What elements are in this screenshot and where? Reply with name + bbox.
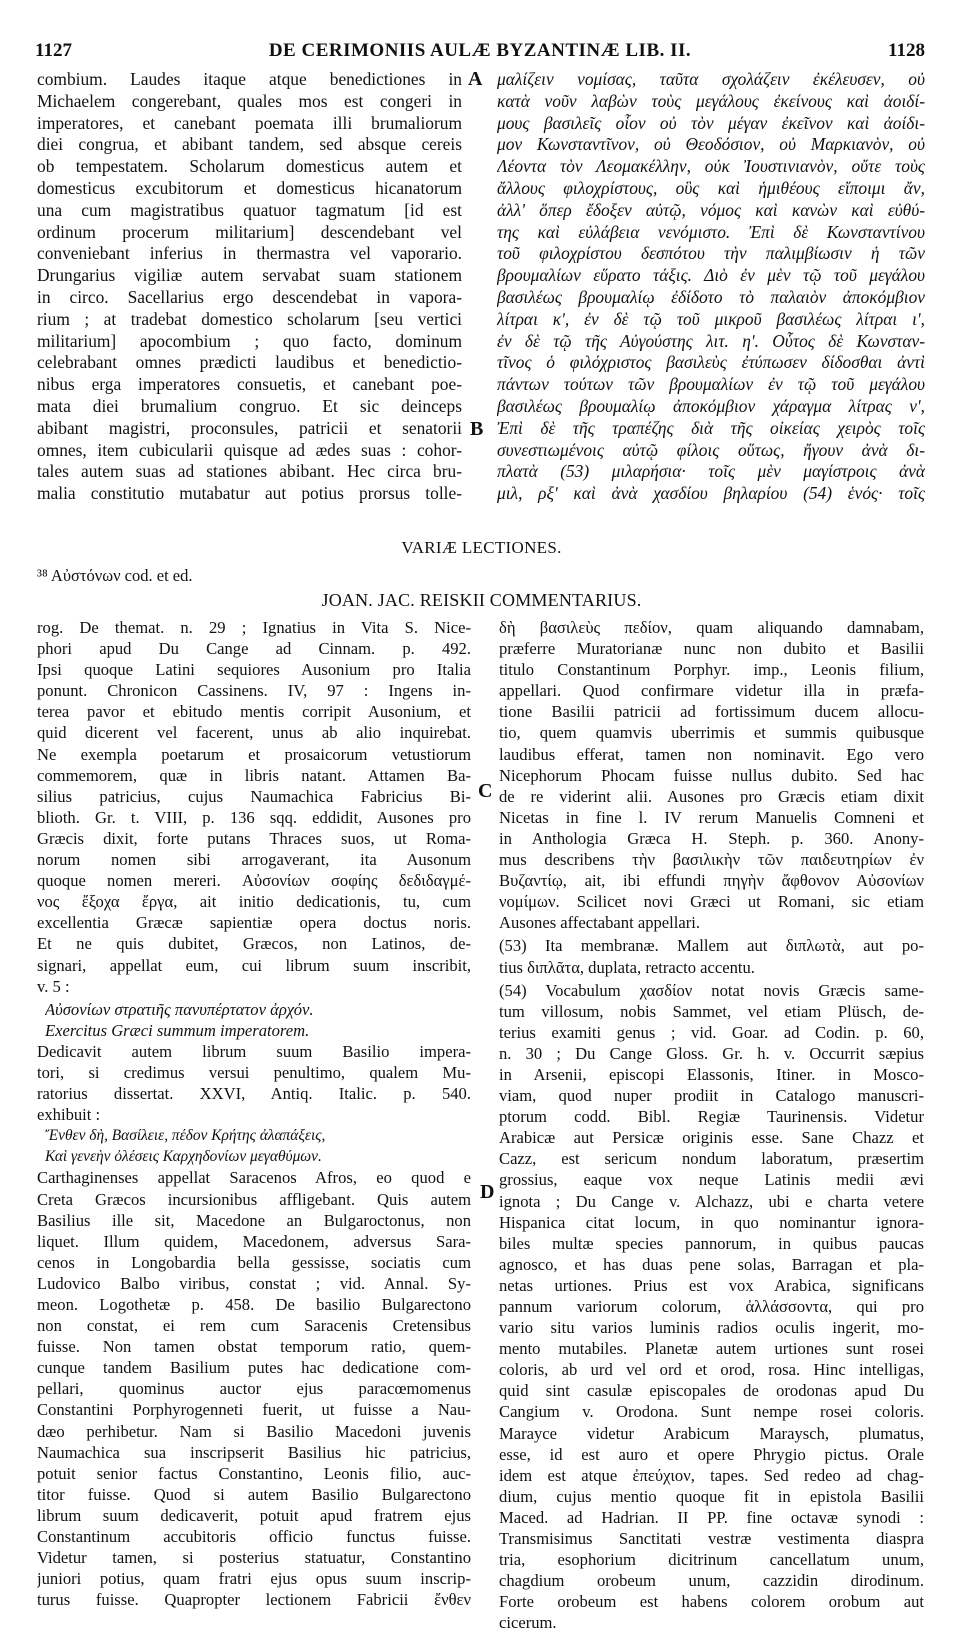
greek-text-line: μαλίζειν νομίσας, ταῦτα σχολάζειν ἐκέλευσεν, οὐ	[497, 69, 925, 89]
latin-text-line: tales autem suas ad stationes abibant. Hec circa bru-	[37, 461, 462, 482]
commentary-line: tori, si credimus versui penultimo, qualem Mu-	[37, 1062, 471, 1082]
note-line: viam, quod nuper prodiit in Catalogo manuscri-	[499, 1086, 924, 1106]
greek-text-line: ἐν δὲ τῷ τῆς Αὐγούστης λιτ. ηʹ. Οὗτος δὲ Κωνσταν-	[497, 330, 925, 351]
greek-text-line: ἀλλ' ὅπερ ἔδοξεν αὐτῷ, νόμος καὶ κανὼν καὶ εὐθύ-	[497, 199, 925, 220]
commentary-line: commemorem, quæ in libris natant. Attamen Ba-	[37, 765, 471, 785]
commentary-line: de re viderint alii. Ausones pro Græcis etiam dixit	[499, 786, 924, 806]
verse-quote-line: Ἔνθεν δὴ, Βασίλειε, πέδον Κρήτης ἀλαπάξεις,	[45, 1127, 326, 1145]
commentary-line: Ipsi quoque Latini sequiores Ausonium pro Italia	[37, 660, 471, 680]
note-line: tius διπλᾶτα, duplata, retracto accentu.	[499, 957, 755, 977]
latin-text-line: militarium] apocombium ; quo facto, dominum	[37, 330, 462, 351]
commentary-line: mus describens τὴν βασιλικὴν τῶν παιδευτηρίων ἐν	[499, 850, 924, 870]
commentary-line: dæo perhibetur. Nam si Basilio Macedoni juvenis	[37, 1421, 471, 1441]
greek-text-line: μον Κωνσταντῖνον, οὐ Θεοδόσιον, οὐ Μαρκιανὸν, οὐ	[497, 134, 925, 155]
commentary-left-column	[37, 617, 471, 1610]
latin-text-line: imperatores, et canebant poemata illi brumaliorum	[37, 112, 462, 133]
note-line: grossius, eaque vox neque Latinis medii ævi	[499, 1170, 924, 1190]
commentary-line: Constantinum accubitoris officio functus fuisse.	[37, 1527, 471, 1547]
greek-text-line: της καὶ εὐλάβεια νενόμιστο. Ἐπὶ δὲ Κωνσταντίνου	[497, 221, 925, 242]
commentary-line: Et ne quis dubitet, Græcos, non Latinos, de-	[37, 934, 471, 954]
greek-text-line: μιλ, ρξʹ καὶ ἀνὰ χασδίου βηλαρίου (54) ἑνός· τοῖς	[497, 483, 925, 504]
commentary-line: quoque nomen mereri. Αὐσονίων σοφίης δεδιδαγμέ-	[37, 871, 471, 891]
commentary-line: titor fuisse. Quod si autem Basilio Bulgarectono	[37, 1484, 471, 1504]
greek-text-line: βασιλέως βρουμαλίῳ ἐδίδοτο τὸ παλαιὸν ἀποκόμβιον	[497, 286, 925, 307]
note-line: Cangium v. Orodona. Sunt nempe rosei coloris.	[499, 1402, 924, 1422]
commentary-line: titulo Constantinum Porphyr. imp., Leonis filium,	[499, 660, 924, 680]
note-line: tum villosum, nobis Sammet, vel etiam Plüsch, de-	[499, 1001, 924, 1021]
commentary-line: δὴ βασιλεὺς πεδίον, quam aliquando damnabam,	[499, 618, 924, 637]
note-line: vario situ varios luminis radios oculis ingerit, mo-	[499, 1318, 924, 1338]
greek-text-line: μους βασιλεῖς οἷον οὐ τὸν μέγαν ἐκεῖνον καὶ ἀοίδι-	[497, 112, 925, 133]
commentary-line: non constat, ei rem cum Saracenis Cretensibus	[37, 1316, 471, 1336]
margin-letter-a: A	[468, 68, 483, 90]
commentary-line: νομίμων. Scilicet novi Græci ut Romani, sic etiam	[499, 892, 924, 912]
commentary-line: librum suum dedicaverit, potuit apud fratrem ejus	[37, 1505, 471, 1525]
note-line: esse, id est auro et opere Phrygio pictus. Orale	[499, 1444, 924, 1464]
note-line: biles multæ species pannorum, in quibus paucas	[499, 1233, 924, 1253]
greek-text-line: λίτραι κʹ, ἐν δὲ τῷ τοῦ μικροῦ βασιλέως λίτραι ιʹ,	[497, 308, 925, 329]
commentary-line: Ausones affectabant appellari.	[499, 913, 701, 933]
commentary-line: tione Basilii patricii ad fortissimum ducem allocu-	[499, 702, 924, 722]
note-line: chagdium orobeum unum, cazzidin dirodinum.	[499, 1571, 924, 1591]
commentary-line: excellentia Græcæ sapientiæ opera doctus noris.	[37, 913, 471, 933]
commentary-line: blioth. Gr. t. VIII, p. 136 sqq. eddidit, Ausones pro	[37, 807, 471, 827]
commentary-line: pellari, quominus auctor ejus paracœmomenus	[37, 1379, 471, 1399]
note-line: n. 30 ; Du Cange Gloss. Gr. h. v. Occurrit sæpius	[499, 1043, 924, 1063]
commentary-line: meon. Logothetæ p. 458. De basilio Bulgarectono	[37, 1295, 471, 1314]
note-line: in Arsenii, episcopi Elassonis, Itiner. in Mosco-	[499, 1064, 924, 1084]
latin-text-line: omnes, item cubicularii quisque ad ædes suas : cohor-	[37, 439, 462, 460]
latin-text-line: diei congrua, et abibant tandem, sed absque cereis	[37, 134, 462, 155]
running-title: DE CERIMONIIS AULÆ BYZANTINÆ LIB. II.	[268, 40, 692, 61]
commentary-line: cenos in Longobardia bella gessisse, sociatis cum	[37, 1252, 471, 1272]
commentary-line: liquet. Illum quidem, Macedonem, adversus Sara-	[37, 1231, 471, 1251]
commentary-right-column	[499, 617, 924, 1634]
greek-text-line: τῖνος ὁ φιλόχριστος βασιλεὺς ἐτύπωσεν δίδοσθαι ἀντὶ	[497, 352, 925, 373]
variae-note: ³⁸ Αὐστόνων cod. et ed.	[37, 566, 193, 585]
commentary-line: Creta Græcos incursionibus affligebant. Quis autem	[37, 1189, 471, 1209]
latin-text-line: combium. Laudes itaque atque benedictiones in	[37, 69, 462, 89]
note-line: terius examiti genus ; vid. Goar. ad Codin. p. 60,	[499, 1022, 924, 1042]
commentary-line: Ludovico Balbo viribus, constat ; vid. Annal. Sy-	[37, 1273, 471, 1293]
commentary-line: rog. De themat. n. 29 ; Ignatius in Vita S. Nice-	[37, 618, 471, 637]
note-line: Transmisimus Sanctitati vestræ vestimenta diaspra	[499, 1529, 924, 1549]
commentary-line: terea pavor et ebitudo mentis corripit Ausonium, et	[37, 702, 471, 722]
running-header	[35, 40, 925, 64]
greek-text-line: βασιλέως βρουμαλίῳ ἀποκόμβιον χάραγμα λίτρας νʹ,	[497, 395, 925, 416]
commentary-line: juniori potius, quam fratri ejus opus suum inscrip-	[37, 1569, 471, 1589]
greek-text-line: κατὰ νοῦν λαβὼν τοὺς μεγάλους ἐκείνους καὶ ἀοιδί-	[497, 90, 925, 111]
commentary-line: Βυζαντίῳ, ait, ibi effundi πηγὴν ἄφθονον Αὐσονίων	[499, 871, 924, 891]
note-line: ptorum codd. Bibl. Regiæ Taurinensis. Videtur	[499, 1107, 924, 1127]
greek-text-line: συνεστιωμένοις αὐτῷ φίλοις οὕτως, ἤγουν ἀνὰ δι-	[497, 439, 925, 460]
latin-text-line: ordinum procerum militarium] descendebant vel	[37, 221, 462, 242]
greek-text-line: πλατὰ (53) μιλαρήσια· τοῖς μὲν μαγίστροις ἀνὰ	[497, 461, 925, 482]
latin-text-line: celebrabant omnes prædicti laudibus et benedictio-	[37, 352, 462, 373]
commentary-line: turus fuisse. Quapropter lectionem Fabricii ἔνθεν	[37, 1590, 471, 1610]
commentary-line: v. 5 :	[37, 976, 70, 996]
note-line: coloris, ab urd vel ord et orod, rosa. Hinc intelligas,	[499, 1360, 924, 1380]
margin-letter-d: D	[480, 1181, 495, 1203]
verse-quote-line: Exercitus Græci summum imperatorem.	[45, 1020, 310, 1040]
latin-text-line: ob tempestatem. Scholarum domesticus autem et	[37, 156, 462, 177]
commentary-line: laudibus efferat, tamen non nominavit. Ego vero	[499, 744, 924, 764]
note-line: (53) Ita membranæ. Mallem aut διπλωτὰ, aut po-	[499, 936, 924, 956]
greek-text-column	[497, 69, 925, 505]
latin-text-line: mata diei brumalium congruo. Et sic deinceps	[37, 395, 462, 416]
commentary-line: Videtur tamen, si posterius statuatur, Constantino	[37, 1548, 471, 1568]
commentary-line: Græcis dixit, forte putans Thraces suos, ut Roma-	[37, 828, 471, 848]
note-line: Cazz, est sericum nondum laboratum, præsertim	[499, 1149, 924, 1169]
note-line: netas urtiones. Prius est vox Arabica, significans	[499, 1275, 924, 1295]
commentary-line: silius patricius, cujus Naumachica Fabricius Bi-	[37, 786, 471, 806]
commentary-line: Constantini Porphyrogenneti fuerit, ut fuisse a Nau-	[37, 1400, 471, 1420]
note-line: dium, cujus mentio quoque fit in epistola Basilii	[499, 1486, 924, 1506]
note-line: pannum variorum colorum, ἀλλάσσοντα, qui pro	[499, 1297, 924, 1316]
greek-text-line: Ἐπὶ δὲ τῆς τραπέζης διὰ τῆς οἰκείας χειρὸς τοῖς	[497, 417, 925, 438]
commentary-line: Basilius ille sit, Macedone an Bulgaroctonus, non	[37, 1210, 471, 1230]
commentary-line: Nicephorum Phocam fuisse nullus dubito. Sed hac	[499, 765, 924, 785]
commentary-line: tio, quem quamvis uberrimis et summis quibusque	[499, 723, 924, 743]
commentary-line: Ne exempla poetarum et prosaicorum vetustiorum	[37, 744, 471, 764]
greek-text-line: βρουμαλίων εὕρατο τάξις. Διὸ ἐν μὲν τῷ τοῦ μεγάλου	[497, 265, 925, 286]
commentary-line: exhibuit :	[37, 1105, 101, 1125]
note-line: Forte orobeum est habens colorem orobum aut	[499, 1592, 924, 1612]
greek-text-line: Λέοντα τὸν Λεομακέλλην, οὐκ Ἰουστινιανὸν, οὔτε τοὺς	[497, 156, 925, 177]
note-line: (54) Vocabulum χασδίον notat novis Græcis same-	[499, 980, 924, 1000]
latin-text-line: Drungarius vigiliæ autem servabat suam stationem	[37, 265, 462, 286]
commentary-line: Nicetas in fine l. IV rerum Manuelis Comneni et	[499, 807, 924, 827]
latin-text-line: malia constitutio mutabatur aut potius prorsus tolle-	[37, 483, 462, 504]
note-line: agnosco, et has duas pene solas, Barragan et pla-	[499, 1254, 924, 1274]
note-line: Marayce videtur Arabicum Maraysch, plumatus,	[499, 1423, 924, 1443]
note-line: idem est atque ἐπεύχιον, tapes. Sed redeo ad chag-	[499, 1465, 924, 1485]
margin-letter-c: C	[478, 780, 493, 802]
latin-text-line: conveniebant inferius in thermastra vel vaporario.	[37, 243, 462, 264]
commentary-line: ponunt. Chronicon Cassinens. IV, 97 : Ingens in-	[37, 681, 471, 701]
note-line: Hispanica citat locum, in quo nominantur ignora-	[499, 1212, 924, 1232]
greek-text-line: τοῦ φιλοχρίστου δεσπότου τὴν παλιμβίωσιν ἡ τῶν	[497, 243, 925, 264]
greek-text-line: ἄλλους φιλοχρίστους, οὓς καὶ ἡμιθέους εἴποιμι ἄν,	[497, 177, 925, 198]
latin-text-column	[37, 69, 462, 505]
latin-text-line: domesticus excubitorum et domesticus hicanatorum	[37, 177, 462, 198]
commentary-line: ratorius dissertat. XXVI, Antiq. Italic. p. 540.	[37, 1084, 471, 1104]
commentary-line: norum nomen sibi arrogaverant, ita Ausonum	[37, 850, 471, 870]
latin-text-line: rium ; at tradebat domestico scholarum [seu vertici	[37, 308, 462, 329]
commentary-line: phori apud Du Cange ad Cinnam. p. 492.	[37, 639, 471, 659]
commentary-line: Naumachica sua inscripserit Basilius hic patricius,	[37, 1442, 471, 1462]
commentary-line: cunque tandem Basilium putes hac dedicatione com-	[37, 1358, 471, 1378]
commentary-line: νος ἔξοχα ἔργα, ait initio dedicationis, tu, cum	[37, 892, 471, 912]
note-line: mento mutabiles. Planetæ autem urtiones sunt rosei	[499, 1339, 924, 1359]
latin-text-line: una cum magistratibus quatuor tagmatum [id est	[37, 199, 462, 220]
note-line: ignota ; Du Cange v. Alchazz, ubi e charta vetere	[499, 1191, 924, 1211]
commentary-line: Dedicavit autem librum suum Basilio impera-	[37, 1041, 471, 1061]
margin-letter-b: B	[470, 418, 484, 440]
commentary-line: præferre Muratorianæ nunc non dubito et Basilii	[499, 639, 924, 659]
commentary-line: appellari. Quod confirmare videtur illa in præfa-	[499, 681, 924, 701]
commentary-line: signari, appellat eum, cui librum suum inscribit,	[37, 955, 471, 975]
note-line: Arabicæ aut Persicæ originis esse. Sane Chazz et	[499, 1128, 924, 1148]
commentary-line: potuit senior factus Constantino, Leonis filio, auc-	[37, 1463, 471, 1483]
latin-text-line: Michaelem congerebant, quales mos est congeri in	[37, 90, 462, 111]
note-line: cicerum.	[499, 1613, 557, 1633]
latin-text-line: abibant magistri, proconsules, patricii et senatorii	[37, 417, 462, 438]
commentary-heading: JOAN. JAC. REISKII COMMENTARIUS.	[321, 590, 642, 610]
commentary-line: quid dicerent vel facerent, unus ab alio inquirebat.	[37, 723, 471, 743]
page-number-left: 1127	[35, 40, 72, 61]
note-line: Maced. ad Hadrian. II PP. fine octavæ synodi :	[499, 1507, 924, 1527]
commentary-line: in Anthologia Græca H. Steph. p. 360. Anony-	[499, 828, 924, 848]
latin-text-line: in circo. Sacellarius ergo descendebat in vapora-	[37, 286, 462, 307]
verse-quote-line: Αὐσονίων στρατιῆς πανυπέρτατον ἀρχόν.	[45, 999, 314, 1019]
page-number-right: 1128	[888, 40, 925, 61]
verse-quote-line: Καὶ γενεὴν ὀλέσεις Καρχηδονίων μεγαθύμων.	[45, 1148, 322, 1166]
commentary-line: fuisse. Non tamen obstat temporum ratio, quem-	[37, 1337, 471, 1357]
variae-heading: VARIÆ LECTIONES.	[401, 538, 562, 557]
note-line: quid sint casulæ episcopales de orodonas apud Du	[499, 1381, 924, 1401]
greek-text-line: πάντων τούτων τῶν βρουμαλίων ἐν τῷ τοῦ μεγάλου	[497, 374, 925, 395]
note-line: tria, esophorium dicitrinum cancellatum unum,	[499, 1550, 924, 1570]
latin-text-line: nibus erga imperatores consuetis, et canebant poe-	[37, 374, 462, 395]
commentary-line: Carthaginenses appellat Saracenos Afros, eo quod e	[37, 1168, 471, 1188]
